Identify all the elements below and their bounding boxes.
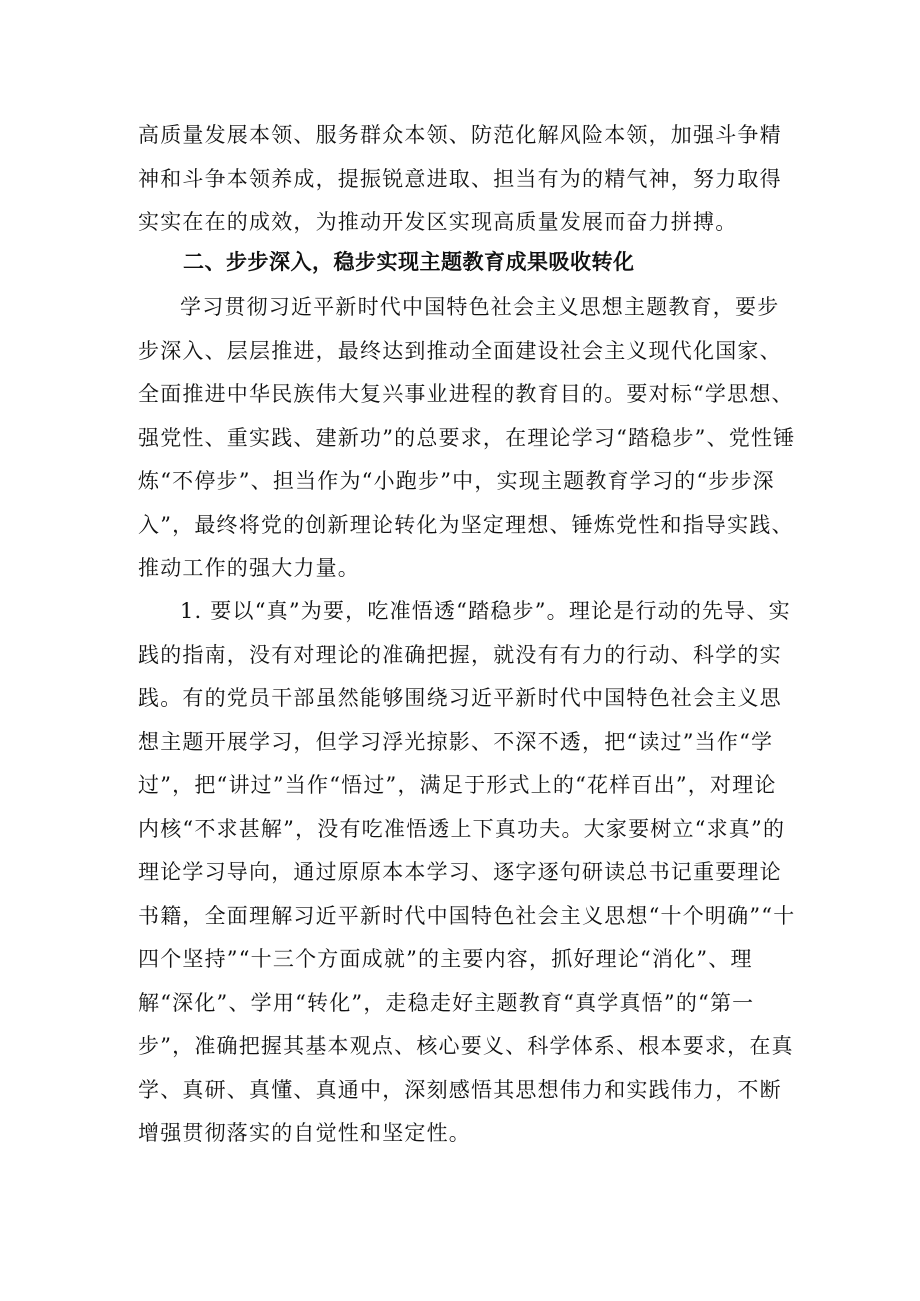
paragraph-intro: 学习贯彻习近平新时代中国特色社会主义思想主题教育，要步步深入、层层推进，最终达到推动全面建设社会主义现代化国家、全面推进中华民族伟大复兴事业进程的教育目的。要对标“学思想、强党性、重实践、建新功”的总要求，在理论学习“踏稳步”、党性锤炼“不停步”、担当作为“小跑步”中，实现主题教育学习的“步步深入”，最终将党的创新理论转化为坚定理想、锤炼党性和指导实践、推动工作的强大力量。 (138, 295, 796, 580)
section-heading: 二、步步深入，稳步实现主题教育成果吸收转化 (183, 250, 635, 274)
paragraph-point-1: 1. 要以“真”为要，吃准悟透“踏稳步”。理论是行动的先导、实践的指南，没有对理论的准确把握，就没有有力的行动、科学的实践。有的党员干部虽然能够围绕习近平新时代中国特色社会主义思想主题开展学习，但学习浮光掠影、不深不透，把“读过”当作“学过”，把“讲过”当作“悟过”，满足于形式上的“花样百出”，对理论内核“不求甚解”，没有吃准悟透上下真功夫。大家要树立“求真”的理论学习导向，通过原原本本学习、逐字逐句研读总书记重要理论书籍，全面理解习近平新时代中国特色社会主义思想“十个明确”“十四个坚持”“十三个方面成就”的主要内容，抓好理论“消化”、理解“深化”、学用“转化”，走稳走好主题教育“真学真悟”的“第一步”，准确把握其基本观点、核心要义、科学体系、根本要求，在真学、真研、真懂、真通中，深刻感悟其思想伟力和实践伟力，不断增强贯彻落实的自觉性和坚定性。 (138, 599, 796, 1145)
paragraph-continuation: 高质量发展本领、服务群众本领、防范化解风险本领，加强斗争精神和斗争本领养成，提振锐意进取、担当有为的精气神，努力取得实实在在的成效，为推动开发区实现高质量发展而奋力拼搏。 (138, 123, 782, 234)
